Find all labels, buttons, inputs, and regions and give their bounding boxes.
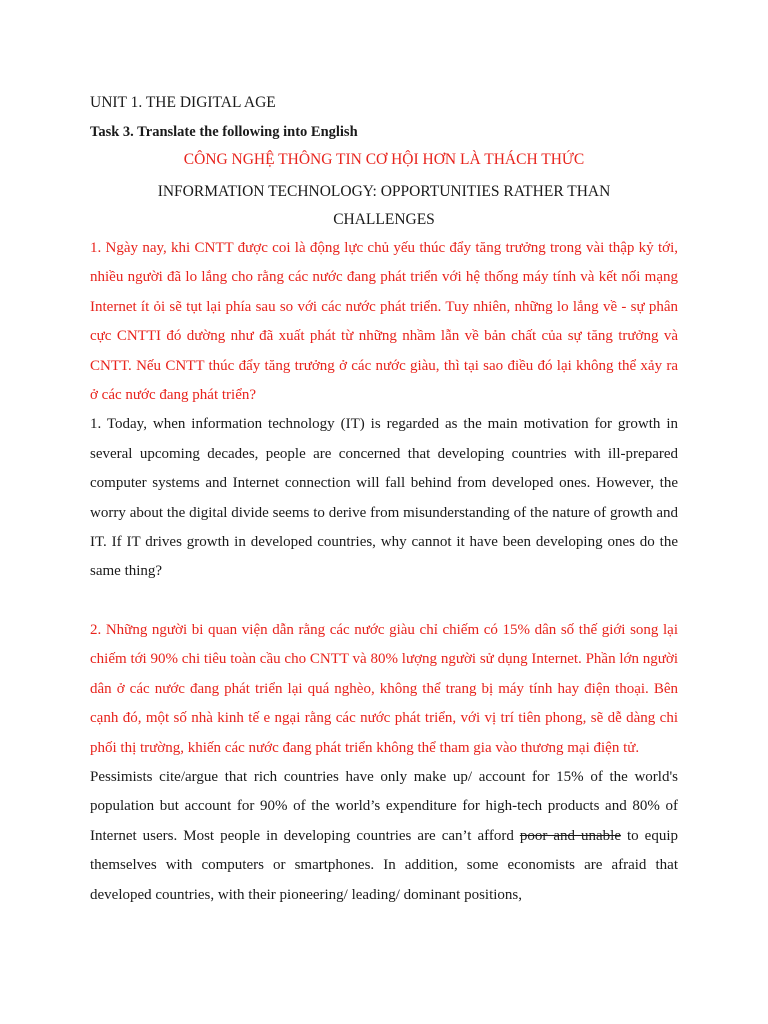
paragraph-1-english: 1. Today, when information technology (IT) is regarded as the main motivation for growth in several upcoming decades, people are concerned that developing countries with ill-prepared computer systems and Internet connection will fall behind from developed ones. However, the worry about the digital divide seems to derive from misunderstanding of the nature of growth and IT. If IT drives growth in developed countries, why cannot it have been developing ones do the same thing?: [90, 416, 678, 580]
paragraph-2-english-part-2: to equip themselves with computers or smartphones. In addition, some economists are afraid that developed countries, with their pioneering/ leading/ dominant positions,: [90, 827, 678, 903]
title-english-line-1: INFORMATION TECHNOLOGY: OPPORTUNITIES RATHER THAN: [157, 183, 611, 200]
unit-heading: UNIT 1. THE DIGITAL AGE: [90, 94, 276, 111]
struck-through-text: poor and unable: [519, 827, 621, 844]
paragraph-2-english-part-1: Pessimists cite/argue that rich countries have only make up/ account for 15% of the world's population but account for 90% of the world’s expenditure for high-tech products and 80% of Internet users. Most people in developing countries are can’t afford: [90, 768, 678, 844]
paragraph-spacer: [90, 587, 678, 616]
paragraph-1-vietnamese: 1. Ngày nay, khi CNTT được coi là động lực chủ yếu thúc đẩy tăng trưởng trong vài thập kỷ tới, nhiều người đã lo lắng cho rằng các nước đang phát triển với hệ thống máy tính và kết nối mạng Internet ít ỏi sẽ tụt lại phía sau so với các nước phát triển. Tuy nhiên, những lo lắng về - sự phân cực CNTTI đó dường như đã xuất phát từ những nhầm lẫn về bản chất của sự tăng trưởng và CNTT. Nếu CNTT thúc đẩy tăng trưởng ở các nước giàu, thì tại sao điều đó lại không thể xảy ra ở các nước đang phát triển?: [90, 240, 678, 404]
title-vietnamese: CÔNG NGHỆ THÔNG TIN CƠ HỘI HƠN LÀ THÁCH THỨC: [183, 151, 585, 168]
document-page: [90, 92, 678, 910]
task-heading: Task 3. Translate the following into English: [90, 124, 358, 140]
title-english-line-2: CHALLENGES: [333, 211, 435, 228]
paragraph-2-vietnamese: 2. Những người bi quan viện dẫn rằng các nước giàu chỉ chiếm có 15% dân số thế giới song lại chiếm tới 90% chi tiêu toàn cầu cho CNTT và 80% lượng người sử dụng Internet. Phần lớn người dân ở các nước đang phát triển lại quá nghèo, không thể trang bị máy tính hay điện thoại. Bên cạnh đó, một số nhà kinh tế e ngại rằng các nước phát triển, với vị trí tiên phong, sẽ dễ dàng chi phối thị trường, khiến các nước đang phát triển không thể tham gia vào thương mại điện tử.: [90, 621, 678, 756]
paragraph-2-english: [90, 763, 678, 910]
